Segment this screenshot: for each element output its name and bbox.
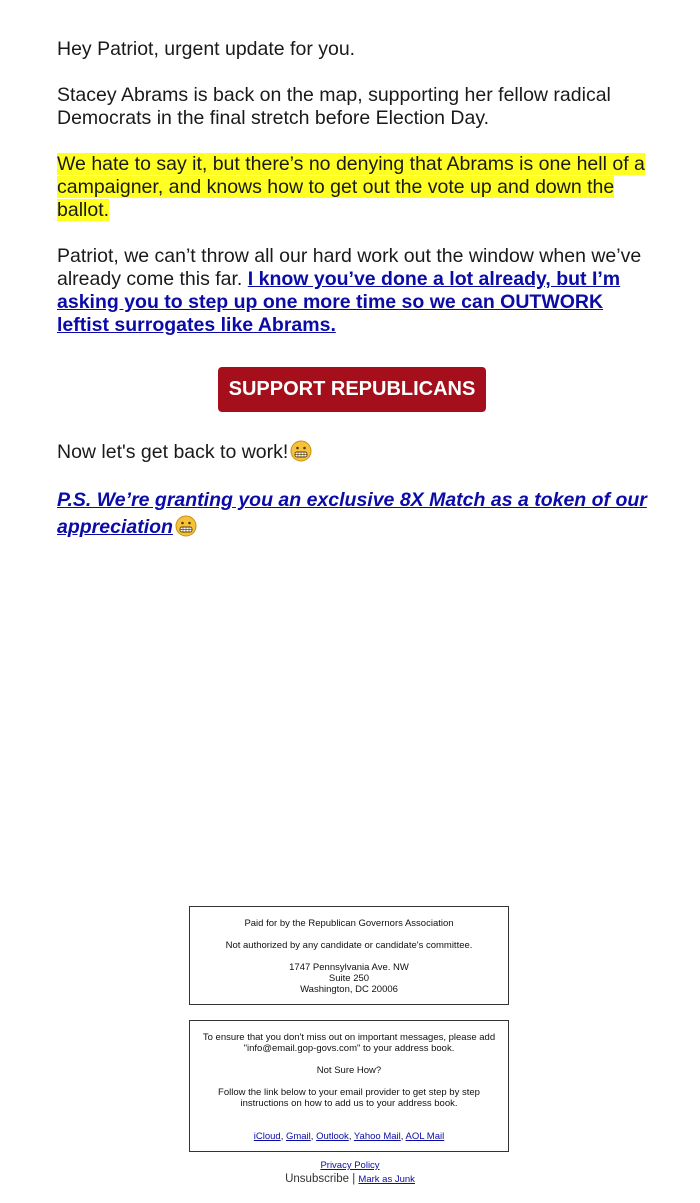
closing-line [57,440,647,464]
provider-separator: , [310,1131,317,1142]
provider-links [202,1131,496,1142]
ps-link-text: P.S. We’re granting you an exclusive 8X Match as a token of our appreciation [57,489,647,538]
paragraph-step-up-text: Patriot, we can’t throw all our hard work out the window when we’ve already come this far. [57,245,642,290]
provider-separator: , [280,1131,286,1142]
address-line-1: 1747 Pennsylvania Ave. NW [289,962,409,973]
provider-separator: , [348,1131,354,1142]
unsubscribe-link[interactable]: Unsubscribe [285,1173,350,1185]
grimacing-face-icon [175,515,197,537]
provider-link-outlook[interactable]: Outlook [316,1131,349,1142]
unsubscribe-line [0,1172,700,1187]
disclaimer-box [189,906,509,1005]
ensure-text: To ensure that you don't miss out on important messages, please add "info@email.gop-govs.com" to your address book. [202,1032,496,1054]
ps-paragraph [57,487,647,541]
not-authorized-text: Not authorized by any candidate or candidate's committee. [225,940,473,951]
address-book-box [189,1020,509,1152]
provider-link-yahoo-mail[interactable]: Yahoo Mail [353,1131,401,1142]
mark-as-junk-link[interactable]: Mark as Junk [358,1174,415,1185]
paid-for-text: Paid for by the Republican Governors Association [244,918,454,929]
cta-container [57,367,647,412]
follow-text: Follow the link below to your email provider to get step by step instructions on how to add us to your address book. [218,1087,480,1109]
privacy-policy-link[interactable]: Privacy Policy [320,1160,380,1171]
email-body [57,38,647,564]
address-line-3: Washington, DC 20006 [300,984,398,995]
address-line-2: Suite 250 [328,973,370,984]
provider-link-icloud[interactable]: iCloud [253,1131,281,1142]
link-divider: | [349,1173,359,1185]
paragraph-highlighted [57,153,647,222]
step-up-link[interactable]: I know you’ve done a lot already, but I’m asking you to step up one more time so we can OUTWORK leftist surrogates like Abrams. [57,268,621,336]
support-republicans-button[interactable]: SUPPORT REPUBLICANS [218,367,487,412]
provider-link-aol-mail[interactable]: AOL Mail [405,1131,445,1142]
bottom-links [0,1160,700,1187]
closing-text: Now let's get back to work! [57,441,289,463]
provider-link-gmail[interactable]: Gmail [285,1131,311,1142]
grimacing-face-icon [290,440,312,462]
highlighted-text: We hate to say it, but there’s no denying that Abrams is one hell of a campaigner, and knows how to get out the vote up and down the ballot. [57,153,645,221]
ps-match-link[interactable] [57,489,647,538]
provider-separator: , [400,1131,406,1142]
greeting: Hey Patriot, urgent update for you. [57,38,356,60]
paragraph-step-up [57,245,647,337]
not-sure-text: Not Sure How? [316,1065,382,1076]
paragraph-abrams-back: Stacey Abrams is back on the map, supporting her fellow radical Democrats in the final stretch before Election Day. [57,84,611,129]
